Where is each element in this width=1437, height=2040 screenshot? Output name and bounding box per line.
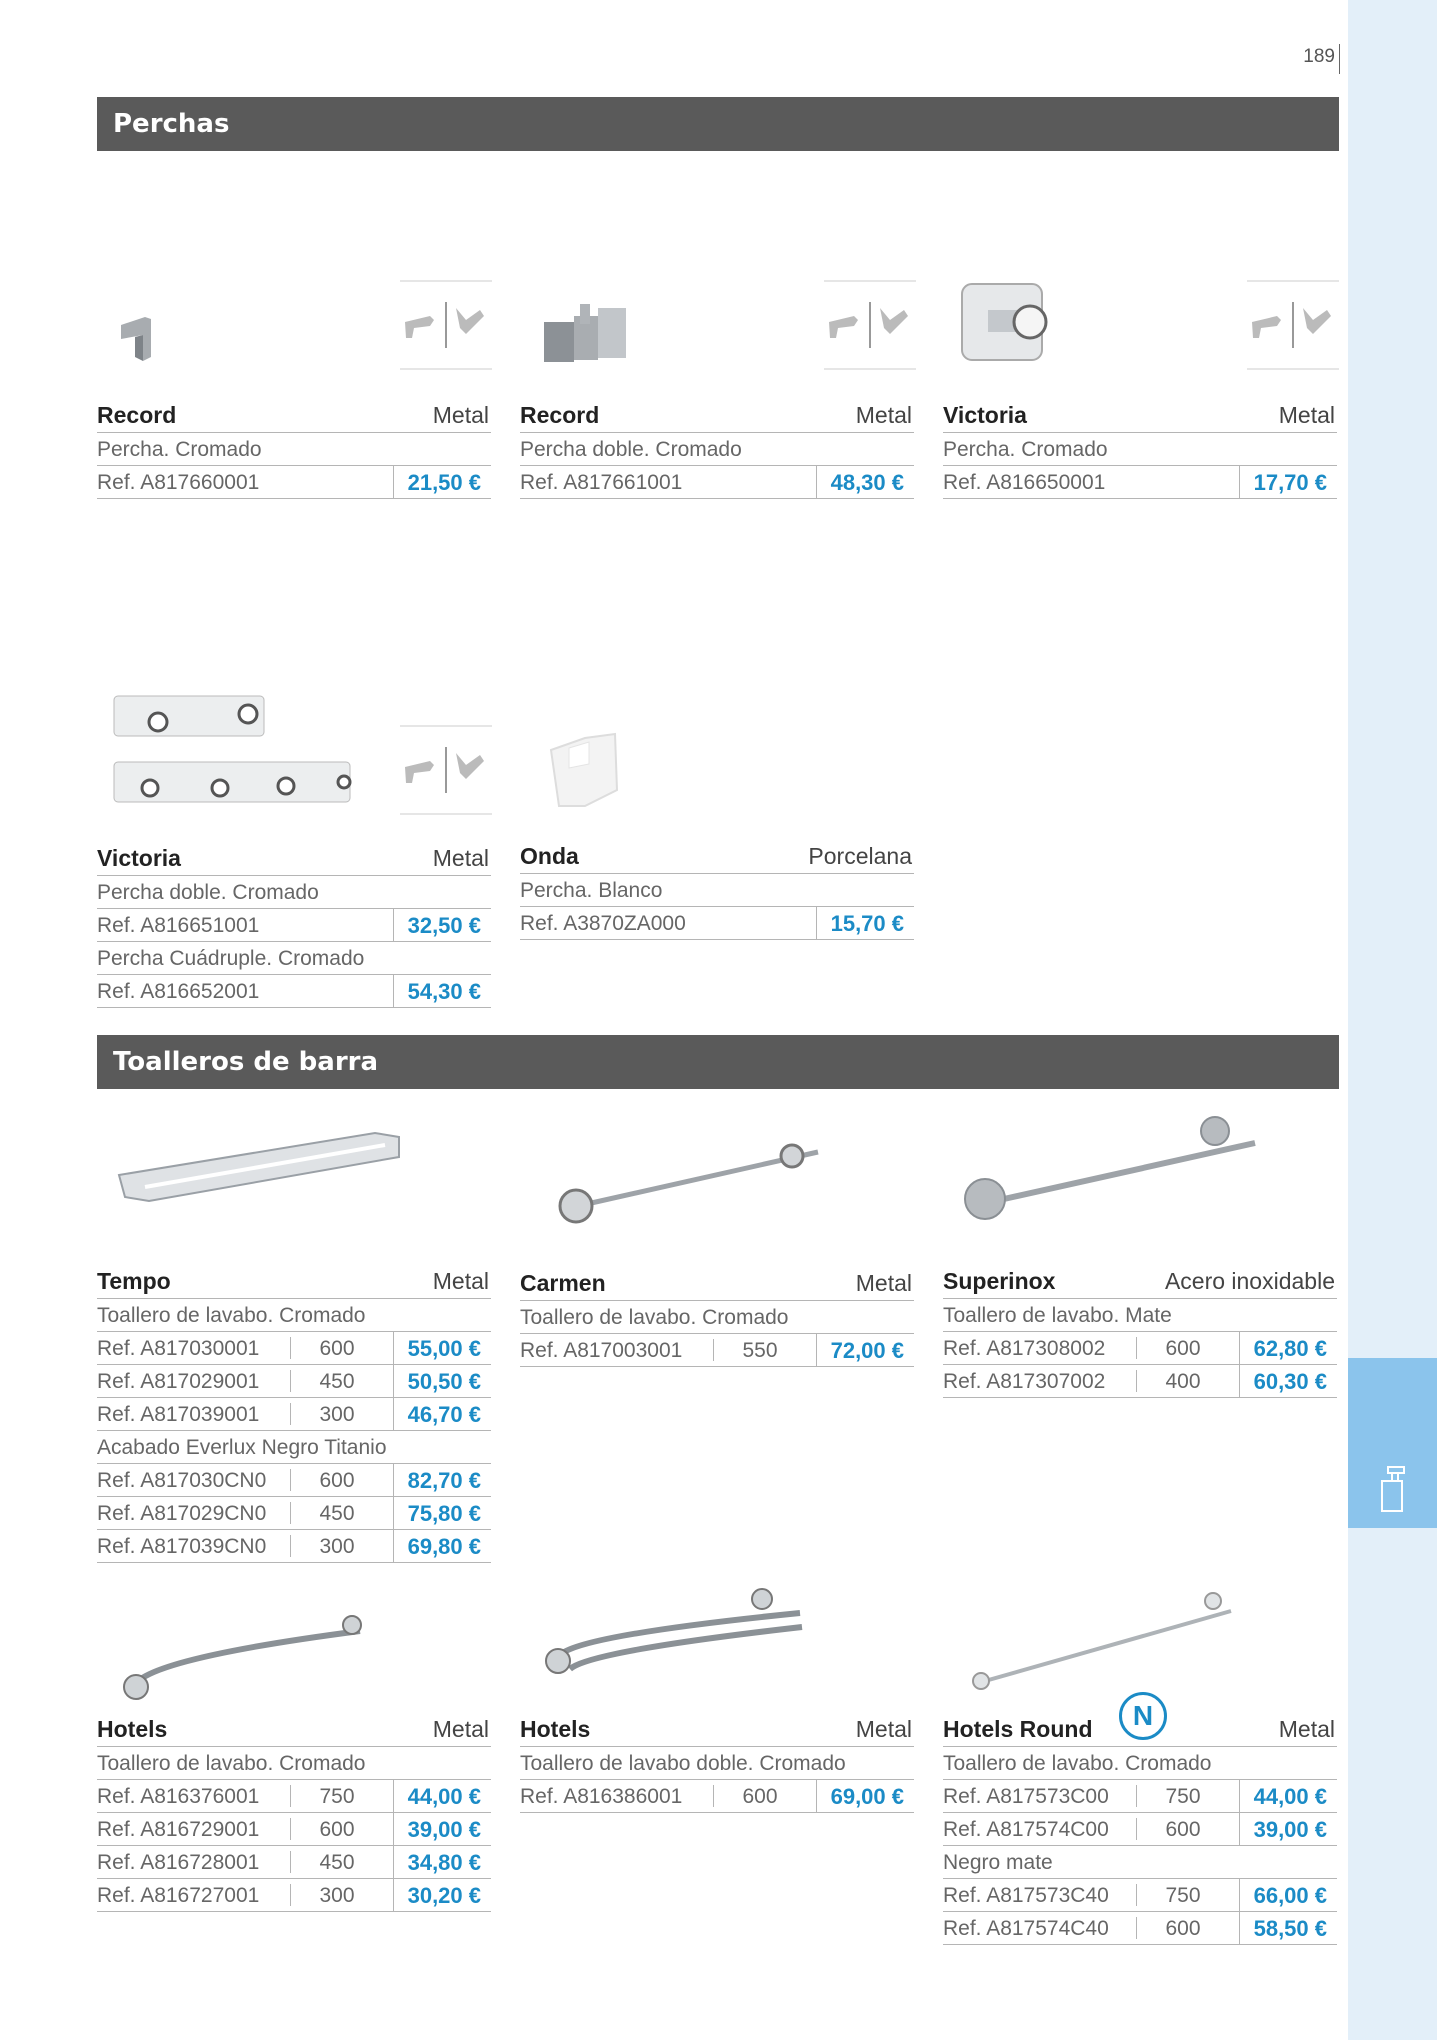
product-victoria-hook [943, 398, 1337, 499]
product-reference: Ref. A3870ZA000 [520, 912, 686, 935]
product-reference: Ref. A817029001 [97, 1370, 260, 1393]
product-ref-row [943, 1879, 1337, 1912]
product-description-row [520, 874, 914, 907]
price-divider [393, 1879, 394, 1911]
product-reference: Ref. A817574C00 [943, 1818, 1109, 1841]
price-divider [1239, 1332, 1240, 1364]
product-ref-row [943, 1813, 1337, 1846]
product-description-row [520, 1747, 914, 1780]
section-tab[interactable] [1348, 1358, 1437, 1528]
price-divider [393, 1365, 394, 1397]
product-description: Percha Cuádruple. Cromado [97, 947, 365, 970]
product-material: Metal [432, 1268, 489, 1294]
hotels-round-towel-bar-image [965, 1585, 1245, 1695]
product-reference: Ref. A816729001 [97, 1818, 260, 1841]
product-size: 600 [1136, 1818, 1229, 1840]
product-header [520, 839, 914, 874]
section-bar-toalleros [97, 1035, 1339, 1089]
product-description: Negro mate [943, 1851, 1053, 1874]
price-divider [393, 1530, 394, 1562]
product-reference: Ref. A817573C00 [943, 1785, 1109, 1808]
product-price: 69,80 € [407, 1534, 481, 1559]
product-description: Toallero de lavabo. Cromado [943, 1752, 1212, 1775]
product-description-row [97, 942, 491, 975]
product-size: 750 [1136, 1884, 1229, 1906]
price-divider [816, 907, 817, 939]
product-header [97, 1264, 491, 1299]
product-size: 600 [713, 1785, 806, 1807]
product-header [97, 841, 491, 876]
product-header [943, 398, 1337, 433]
product-material: Metal [855, 402, 912, 428]
product-price: 69,00 € [830, 1784, 904, 1809]
product-material: Metal [1278, 402, 1335, 428]
product-price: 66,00 € [1253, 1883, 1327, 1908]
product-name: Victoria [943, 402, 1027, 428]
product-reference: Ref. A816652001 [97, 980, 260, 1003]
product-ref-row [943, 1332, 1337, 1365]
product-ref-row [97, 1879, 491, 1912]
product-size: 450 [290, 1370, 383, 1392]
product-onda-hook [520, 839, 914, 940]
price-divider [1239, 1813, 1240, 1845]
product-size: 450 [290, 1502, 383, 1524]
product-price: 48,30 € [830, 470, 904, 495]
product-name: Carmen [520, 1270, 606, 1296]
product-reference: Ref. A817660001 [97, 471, 260, 494]
product-price: 21,50 € [407, 470, 481, 495]
product-ref-row [520, 466, 914, 499]
product-price: 75,80 € [407, 1501, 481, 1526]
product-reference: Ref. A817039CN0 [97, 1535, 267, 1558]
section-bar-perchas [97, 97, 1339, 151]
product-ref-row [97, 1780, 491, 1813]
product-material: Metal [855, 1716, 912, 1742]
product-size: 600 [1136, 1337, 1229, 1359]
product-name: Onda [520, 843, 579, 869]
product-description: Acabado Everlux Negro Titanio [97, 1436, 387, 1459]
product-description: Percha. Cromado [97, 438, 262, 461]
product-price: 54,30 € [407, 979, 481, 1004]
product-ref-row [943, 1912, 1337, 1945]
product-size: 750 [1136, 1785, 1229, 1807]
product-description-row [943, 1747, 1337, 1780]
hotels-double-towel-bar-image [540, 1585, 820, 1685]
product-description-row [97, 876, 491, 909]
product-price: 60,30 € [1253, 1369, 1327, 1394]
product-description: Percha. Blanco [520, 879, 663, 902]
product-description-row [520, 433, 914, 466]
product-reference: Ref. A817029CN0 [97, 1502, 267, 1525]
product-material: Metal [432, 1716, 489, 1742]
product-ref-row [943, 466, 1337, 499]
product-description-row [943, 433, 1337, 466]
price-divider [1239, 1879, 1240, 1911]
product-description-row [943, 1299, 1337, 1332]
price-divider [1239, 1365, 1240, 1397]
price-divider [393, 1846, 394, 1878]
product-size: 550 [713, 1339, 806, 1361]
product-record-double-hook [520, 398, 914, 499]
product-description-row [97, 1299, 491, 1332]
product-price: 55,00 € [407, 1336, 481, 1361]
product-ref-row [520, 907, 914, 940]
product-reference: Ref. A816728001 [97, 1851, 260, 1874]
product-ref-row [943, 1780, 1337, 1813]
product-size: 300 [290, 1884, 383, 1906]
product-size: 400 [1136, 1370, 1229, 1392]
price-divider [816, 1780, 817, 1812]
product-description-row [97, 433, 491, 466]
product-price: 50,50 € [407, 1369, 481, 1394]
onda-hook-image [545, 720, 625, 815]
product-ref-row [97, 1497, 491, 1530]
product-size: 300 [290, 1535, 383, 1557]
product-hotels-double [520, 1712, 914, 1813]
product-reference: Ref. A817039001 [97, 1403, 260, 1426]
product-material: Metal [855, 1270, 912, 1296]
carmen-towel-bar-image [548, 1130, 838, 1230]
product-size: 600 [290, 1818, 383, 1840]
new-badge: N [1119, 1692, 1167, 1740]
price-divider [393, 975, 394, 1007]
product-description: Toallero de lavabo. Cromado [97, 1304, 366, 1327]
product-description: Percha doble. Cromado [520, 438, 742, 461]
product-superinox [943, 1264, 1337, 1398]
product-header [943, 1264, 1337, 1299]
product-ref-row [97, 1398, 491, 1431]
product-size: 600 [290, 1469, 383, 1491]
record-hook-image [115, 305, 175, 365]
product-hotels-round [943, 1700, 1337, 1945]
product-record-hook [97, 398, 491, 499]
product-ref-row [97, 1365, 491, 1398]
product-reference: Ref. A817574C40 [943, 1917, 1109, 1940]
product-description: Toallero de lavabo. Cromado [520, 1306, 789, 1329]
price-divider [393, 1332, 394, 1364]
superinox-towel-bar-image [955, 1115, 1275, 1225]
price-divider [816, 466, 817, 498]
price-divider [393, 466, 394, 498]
product-description: Percha. Cromado [943, 438, 1108, 461]
product-name: Tempo [97, 1268, 171, 1294]
product-victoria-multi-hook [97, 841, 491, 1008]
product-size: 600 [290, 1337, 383, 1359]
product-price: 82,70 € [407, 1468, 481, 1493]
product-material: Metal [1278, 1716, 1335, 1742]
product-size: 450 [290, 1851, 383, 1873]
product-ref-row [97, 1332, 491, 1365]
product-ref-row [520, 1334, 914, 1367]
product-description: Toallero de lavabo. Cromado [97, 1752, 366, 1775]
product-ref-row [943, 1365, 1337, 1398]
drill-and-adhesive-icon [1247, 280, 1339, 370]
product-material: Metal [432, 402, 489, 428]
product-ref-row [97, 1813, 491, 1846]
price-divider [393, 1464, 394, 1496]
product-reference: Ref. A817003001 [520, 1339, 683, 1362]
product-size: 750 [290, 1785, 383, 1807]
page-number: 189 [1303, 46, 1335, 67]
product-reference: Ref. A816650001 [943, 471, 1106, 494]
product-price: 46,70 € [407, 1402, 481, 1427]
product-name: Hotels [97, 1716, 168, 1742]
product-description-row [97, 1747, 491, 1780]
drill-and-adhesive-icon [824, 280, 916, 370]
product-header [97, 1712, 491, 1747]
product-material: Porcelana [808, 843, 912, 869]
product-ref-row [97, 909, 491, 942]
product-price: 62,80 € [1253, 1336, 1327, 1361]
price-divider [1239, 1912, 1240, 1944]
page-number-divider [1339, 44, 1340, 74]
product-header [97, 398, 491, 433]
product-reference: Ref. A816651001 [97, 914, 260, 937]
product-description-row [943, 1846, 1337, 1879]
product-hotels [97, 1712, 491, 1912]
product-price: 39,00 € [1253, 1817, 1327, 1842]
product-name: Record [520, 402, 600, 428]
price-divider [816, 1334, 817, 1366]
product-header [943, 1700, 1337, 1747]
section-title: Perchas [113, 109, 230, 139]
product-material: Metal [432, 845, 489, 871]
victoria-hook-image [958, 280, 1053, 365]
side-strip [1348, 0, 1437, 2040]
product-description: Percha doble. Cromado [97, 881, 319, 904]
product-reference: Ref. A817661001 [520, 471, 683, 494]
product-ref-row [97, 975, 491, 1008]
product-price: 30,20 € [407, 1883, 481, 1908]
product-reference: Ref. A816727001 [97, 1884, 260, 1907]
drill-and-adhesive-icon [400, 725, 492, 815]
price-divider [393, 1813, 394, 1845]
product-name: Superinox [943, 1268, 1056, 1294]
product-size: 600 [1136, 1917, 1229, 1939]
product-price: 72,00 € [830, 1338, 904, 1363]
price-divider [1239, 1780, 1240, 1812]
price-divider [1239, 466, 1240, 498]
tempo-towel-bar-image [115, 1125, 405, 1225]
record-double-hook-image [540, 300, 635, 370]
product-price: 32,50 € [407, 913, 481, 938]
product-reference: Ref. A817307002 [943, 1370, 1106, 1393]
product-description: Toallero de lavabo. Mate [943, 1304, 1172, 1327]
product-name: Hotels [520, 1716, 591, 1742]
product-price: 15,70 € [830, 911, 904, 936]
price-divider [393, 909, 394, 941]
product-price: 39,00 € [407, 1817, 481, 1842]
price-divider [393, 1497, 394, 1529]
product-description-row [520, 1301, 914, 1334]
product-name: Hotels Round [943, 1716, 1093, 1742]
product-ref-row [97, 1530, 491, 1563]
product-material: Acero inoxidable [1164, 1268, 1335, 1294]
product-price: 44,00 € [1253, 1784, 1327, 1809]
section-title: Toalleros de barra [113, 1047, 379, 1077]
price-divider [393, 1780, 394, 1812]
victoria-multi-hook-image [110, 690, 360, 815]
product-header [520, 398, 914, 433]
product-size: 300 [290, 1403, 383, 1425]
product-name: Record [97, 402, 177, 428]
product-header [520, 1712, 914, 1747]
hotels-towel-bar-image [120, 1605, 380, 1705]
drill-and-adhesive-icon [400, 280, 492, 370]
product-price: 17,70 € [1253, 470, 1327, 495]
product-price: 44,00 € [407, 1784, 481, 1809]
product-reference: Ref. A817030001 [97, 1337, 260, 1360]
product-tempo [97, 1264, 491, 1563]
price-divider [393, 1398, 394, 1430]
product-reference: Ref. A816376001 [97, 1785, 260, 1808]
product-price: 34,80 € [407, 1850, 481, 1875]
product-price: 58,50 € [1253, 1916, 1327, 1941]
product-carmen [520, 1266, 914, 1367]
product-ref-row [97, 1846, 491, 1879]
product-name: Victoria [97, 845, 181, 871]
product-ref-row [97, 1464, 491, 1497]
product-reference: Ref. A817030CN0 [97, 1469, 267, 1492]
product-ref-row [520, 1780, 914, 1813]
bathroom-accessory-icon [1378, 1463, 1408, 1513]
product-description-row [97, 1431, 491, 1464]
product-ref-row [97, 466, 491, 499]
product-reference: Ref. A816386001 [520, 1785, 683, 1808]
product-header [520, 1266, 914, 1301]
product-reference: Ref. A817308002 [943, 1337, 1106, 1360]
product-reference: Ref. A817573C40 [943, 1884, 1109, 1907]
product-description: Toallero de lavabo doble. Cromado [520, 1752, 846, 1775]
